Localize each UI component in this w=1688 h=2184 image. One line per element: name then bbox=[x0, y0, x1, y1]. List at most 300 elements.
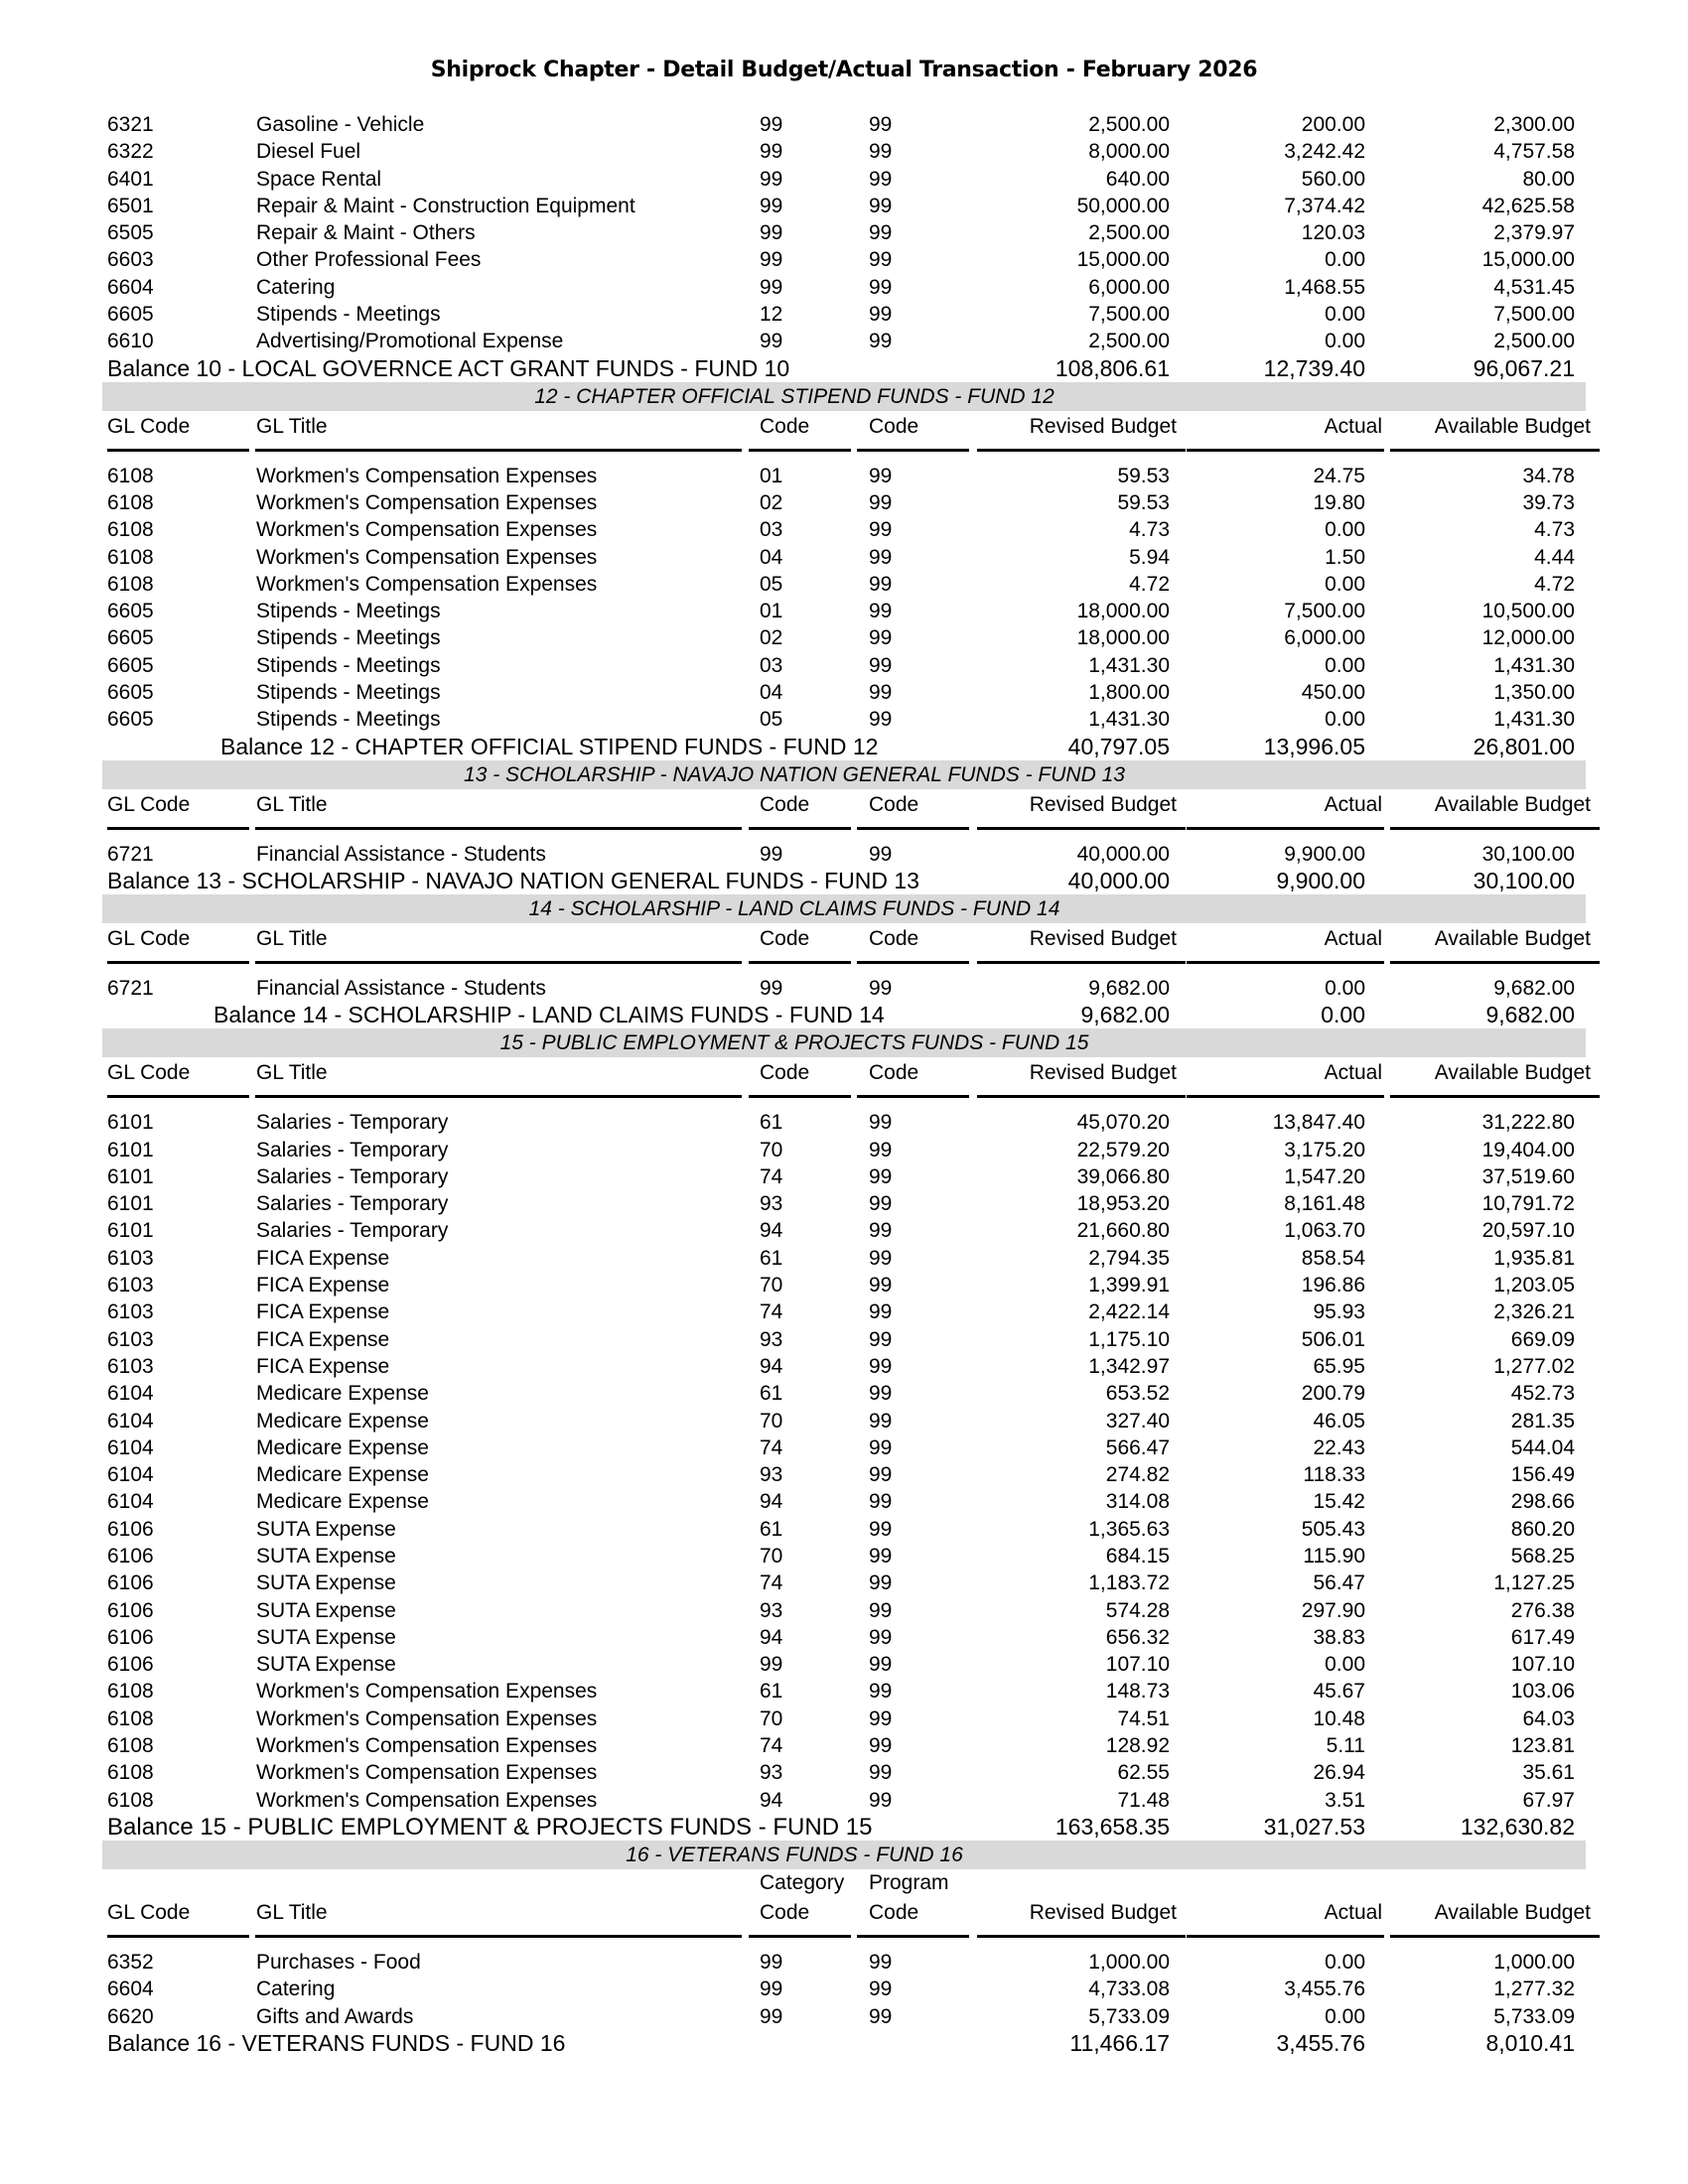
fund-header bbox=[102, 760, 1586, 789]
header-gl-code: GL Code bbox=[107, 1061, 191, 1085]
category-code: 93 bbox=[760, 1761, 783, 1785]
table-row bbox=[0, 1597, 1688, 1624]
fund-section-fund16 bbox=[0, 1841, 1688, 2060]
program-code: 99 bbox=[869, 1788, 893, 1812]
header-underline bbox=[1187, 827, 1384, 830]
category-code: 70 bbox=[760, 1409, 783, 1433]
category-code: 01 bbox=[760, 600, 783, 623]
available-budget: 35.61 bbox=[1522, 1761, 1575, 1785]
header-underline bbox=[255, 961, 742, 964]
actual: 22.43 bbox=[1313, 1435, 1365, 1459]
balance-available-budget: 30,100.00 bbox=[1473, 867, 1575, 893]
header-gl-title: GL Title bbox=[256, 926, 328, 950]
table-row bbox=[0, 1434, 1688, 1461]
table-row bbox=[0, 1570, 1688, 1596]
table-row bbox=[0, 463, 1688, 489]
program-code: 99 bbox=[869, 600, 893, 623]
available-budget: 7,500.00 bbox=[1493, 303, 1575, 327]
revised-budget: 71.48 bbox=[1117, 1788, 1170, 1812]
category-code: 70 bbox=[760, 1706, 783, 1730]
balance-row bbox=[0, 1814, 1688, 1841]
header-gl-title: GL Title bbox=[256, 792, 328, 816]
revised-budget: 640.00 bbox=[1105, 167, 1170, 191]
header-underline bbox=[255, 1935, 742, 1938]
gl-code: 6106 bbox=[107, 1517, 154, 1541]
revised-budget: 18,000.00 bbox=[1076, 600, 1170, 623]
actual: 95.93 bbox=[1313, 1300, 1365, 1324]
available-budget: 103.06 bbox=[1510, 1680, 1575, 1704]
category-code: 99 bbox=[760, 1950, 783, 1974]
table-row bbox=[0, 544, 1688, 571]
available-budget: 298.66 bbox=[1510, 1490, 1575, 1514]
gl-code: 6505 bbox=[107, 221, 154, 245]
spacer bbox=[0, 455, 1688, 463]
gl-title: Workmen's Compensation Expenses bbox=[256, 1680, 598, 1704]
gl-code: 6104 bbox=[107, 1382, 154, 1406]
revised-budget: 4,733.08 bbox=[1088, 1978, 1170, 2001]
header-underline bbox=[1390, 1935, 1600, 1938]
revised-budget: 1,000.00 bbox=[1088, 1950, 1170, 1974]
column-headers bbox=[0, 411, 1688, 455]
table-row bbox=[0, 1706, 1688, 1732]
spacer bbox=[0, 967, 1688, 975]
gl-title: Salaries - Temporary bbox=[256, 1111, 449, 1135]
fund-section-fund12 bbox=[0, 382, 1688, 760]
category-code: 99 bbox=[760, 167, 783, 191]
table-row bbox=[0, 1163, 1688, 1190]
revised-budget: 656.32 bbox=[1105, 1625, 1170, 1649]
available-budget: 568.25 bbox=[1510, 1544, 1575, 1568]
program-code: 99 bbox=[869, 1680, 893, 1704]
program-code: 99 bbox=[869, 1219, 893, 1243]
revised-budget: 22,579.20 bbox=[1076, 1138, 1170, 1161]
column-headers bbox=[0, 1869, 1688, 1941]
header-gl-title: GL Title bbox=[256, 1900, 328, 1924]
revised-budget: 15,000.00 bbox=[1076, 248, 1170, 272]
actual: 5.11 bbox=[1326, 1734, 1365, 1758]
column-headers bbox=[0, 789, 1688, 833]
header-underline bbox=[749, 1095, 851, 1098]
table-row bbox=[0, 1488, 1688, 1515]
available-budget: 42,625.58 bbox=[1481, 194, 1575, 217]
actual: 3,175.20 bbox=[1284, 1138, 1365, 1161]
actual: 505.43 bbox=[1301, 1517, 1365, 1541]
revised-budget: 50,000.00 bbox=[1076, 194, 1170, 217]
program-code: 99 bbox=[869, 626, 893, 650]
available-budget: 2,379.97 bbox=[1493, 221, 1575, 245]
header-underline bbox=[857, 449, 969, 452]
gl-code: 6605 bbox=[107, 600, 154, 623]
available-budget: 2,300.00 bbox=[1493, 113, 1575, 136]
program-code: 99 bbox=[869, 490, 893, 514]
actual: 200.00 bbox=[1301, 113, 1365, 136]
program-code: 99 bbox=[869, 976, 893, 1000]
gl-title: SUTA Expense bbox=[256, 1571, 396, 1595]
table-row bbox=[0, 246, 1688, 273]
available-budget: 19,404.00 bbox=[1481, 1138, 1575, 1161]
table-row bbox=[0, 219, 1688, 246]
header-program-code: Code bbox=[869, 414, 919, 438]
header-available-budget: Available Budget bbox=[1434, 1061, 1591, 1085]
balance-label: Balance 15 - PUBLIC EMPLOYMENT & PROJECTS FUNDS - FUND 15 bbox=[107, 1813, 873, 1841]
fund-section-fund13 bbox=[0, 760, 1688, 894]
category-code: 02 bbox=[760, 626, 783, 650]
gl-title: Workmen's Compensation Expenses bbox=[256, 490, 598, 514]
category-code: 94 bbox=[760, 1490, 783, 1514]
column-headers bbox=[0, 923, 1688, 967]
gl-code: 6108 bbox=[107, 572, 154, 596]
program-code: 99 bbox=[869, 708, 893, 732]
category-code: 61 bbox=[760, 1246, 783, 1270]
available-budget: 281.35 bbox=[1510, 1409, 1575, 1433]
gl-code: 6108 bbox=[107, 1761, 154, 1785]
gl-title: Financial Assistance - Students bbox=[256, 842, 546, 866]
revised-budget: 1,399.91 bbox=[1088, 1274, 1170, 1297]
balance-available-budget: 8,010.41 bbox=[1485, 2029, 1575, 2056]
gl-title: FICA Expense bbox=[256, 1327, 390, 1351]
header-category-code: Code bbox=[760, 792, 810, 816]
actual: 15.42 bbox=[1313, 1490, 1365, 1514]
table-row bbox=[0, 1732, 1688, 1759]
program-code: 99 bbox=[869, 1138, 893, 1161]
category-code: 02 bbox=[760, 490, 783, 514]
available-budget: 9,682.00 bbox=[1493, 976, 1575, 1000]
gl-code: 6610 bbox=[107, 330, 154, 353]
table-row bbox=[0, 328, 1688, 354]
table-row bbox=[0, 1137, 1688, 1163]
balance-revised-budget: 40,000.00 bbox=[1067, 867, 1170, 893]
program-code: 99 bbox=[869, 1409, 893, 1433]
gl-title: Space Rental bbox=[256, 167, 382, 191]
category-code: 99 bbox=[760, 140, 783, 164]
balance-label: Balance 14 - SCHOLARSHIP - LAND CLAIMS FUNDS - FUND 14 bbox=[213, 1002, 885, 1028]
gl-code: 6108 bbox=[107, 545, 154, 569]
actual: 506.01 bbox=[1301, 1327, 1365, 1351]
actual: 0.00 bbox=[1325, 248, 1365, 272]
gl-title: Stipends - Meetings bbox=[256, 653, 441, 677]
revised-budget: 74.51 bbox=[1117, 1706, 1170, 1730]
category-code: 99 bbox=[760, 842, 783, 866]
header-underline bbox=[107, 827, 249, 830]
gl-title: Medicare Expense bbox=[256, 1382, 429, 1406]
gl-code: 6103 bbox=[107, 1246, 154, 1270]
fund-header bbox=[102, 382, 1586, 411]
revised-budget: 59.53 bbox=[1117, 490, 1170, 514]
gl-title: Workmen's Compensation Expenses bbox=[256, 1706, 598, 1730]
gl-code: 6104 bbox=[107, 1409, 154, 1433]
gl-title: Repair & Maint - Construction Equipment bbox=[256, 194, 635, 217]
table-row bbox=[0, 624, 1688, 651]
category-code: 03 bbox=[760, 518, 783, 542]
budget-report bbox=[0, 111, 1688, 2060]
program-code: 99 bbox=[869, 113, 893, 136]
category-code: 04 bbox=[760, 545, 783, 569]
gl-title: Medicare Expense bbox=[256, 1463, 429, 1487]
available-budget: 34.78 bbox=[1522, 464, 1575, 487]
revised-budget: 1,431.30 bbox=[1088, 708, 1170, 732]
header-gl-code: GL Code bbox=[107, 792, 191, 816]
table-row bbox=[0, 975, 1688, 1002]
balance-available-budget: 26,801.00 bbox=[1473, 733, 1575, 759]
table-row bbox=[0, 1678, 1688, 1705]
header-underline bbox=[1390, 961, 1600, 964]
category-code: 70 bbox=[760, 1544, 783, 1568]
revised-budget: 40,000.00 bbox=[1076, 842, 1170, 866]
gl-code: 6605 bbox=[107, 681, 154, 705]
header-gl-code: GL Code bbox=[107, 414, 191, 438]
actual: 7,500.00 bbox=[1284, 600, 1365, 623]
balance-actual: 12,739.40 bbox=[1263, 354, 1365, 381]
revised-budget: 18,000.00 bbox=[1076, 626, 1170, 650]
header-underline bbox=[107, 1935, 249, 1938]
gl-code: 6104 bbox=[107, 1463, 154, 1487]
gl-title: Gasoline - Vehicle bbox=[256, 113, 425, 136]
actual: 1,547.20 bbox=[1284, 1164, 1365, 1188]
gl-title: SUTA Expense bbox=[256, 1625, 396, 1649]
table-row bbox=[0, 1298, 1688, 1325]
header-underline bbox=[1390, 449, 1600, 452]
revised-budget: 1,365.63 bbox=[1088, 1517, 1170, 1541]
category-code: 05 bbox=[760, 572, 783, 596]
gl-code: 6604 bbox=[107, 1978, 154, 2001]
actual: 7,374.42 bbox=[1284, 194, 1365, 217]
gl-code: 6106 bbox=[107, 1544, 154, 1568]
available-budget: 1,127.25 bbox=[1493, 1571, 1575, 1595]
gl-code: 6108 bbox=[107, 1788, 154, 1812]
header-actual: Actual bbox=[1324, 414, 1382, 438]
fund-header-label: 14 - SCHOLARSHIP - LAND CLAIMS FUNDS - FUND 14 bbox=[528, 896, 1060, 920]
gl-code: 6103 bbox=[107, 1300, 154, 1324]
balance-revised-budget: 108,806.61 bbox=[1055, 354, 1170, 381]
actual: 56.47 bbox=[1313, 1571, 1365, 1595]
available-budget: 10,500.00 bbox=[1481, 600, 1575, 623]
revised-budget: 1,800.00 bbox=[1088, 681, 1170, 705]
balance-actual: 31,027.53 bbox=[1263, 1813, 1365, 1840]
balance-row bbox=[0, 868, 1688, 894]
table-row bbox=[0, 1461, 1688, 1488]
table-row bbox=[0, 1272, 1688, 1298]
revised-budget: 45,070.20 bbox=[1076, 1111, 1170, 1135]
table-row bbox=[0, 1624, 1688, 1651]
gl-title: Medicare Expense bbox=[256, 1435, 429, 1459]
header-underline bbox=[1187, 1095, 1384, 1098]
gl-code: 6108 bbox=[107, 490, 154, 514]
table-row bbox=[0, 1109, 1688, 1136]
actual: 24.75 bbox=[1313, 464, 1365, 487]
revised-budget: 6,000.00 bbox=[1088, 275, 1170, 299]
header-underline bbox=[857, 827, 969, 830]
revised-budget: 1,431.30 bbox=[1088, 653, 1170, 677]
gl-code: 6605 bbox=[107, 303, 154, 327]
program-code: 99 bbox=[869, 303, 893, 327]
gl-title: Stipends - Meetings bbox=[256, 303, 441, 327]
actual: 8,161.48 bbox=[1284, 1192, 1365, 1216]
gl-code: 6101 bbox=[107, 1164, 154, 1188]
balance-row bbox=[0, 1002, 1688, 1028]
table-row bbox=[0, 489, 1688, 516]
balance-actual: 3,455.76 bbox=[1276, 2029, 1365, 2056]
header-gl-code: GL Code bbox=[107, 926, 191, 950]
table-row bbox=[0, 1651, 1688, 1678]
gl-code: 6101 bbox=[107, 1219, 154, 1243]
actual: 0.00 bbox=[1325, 2004, 1365, 2028]
actual: 38.83 bbox=[1313, 1625, 1365, 1649]
category-code: 04 bbox=[760, 681, 783, 705]
actual: 0.00 bbox=[1325, 1950, 1365, 1974]
balance-actual: 0.00 bbox=[1321, 1002, 1365, 1028]
header-underline bbox=[255, 449, 742, 452]
table-row bbox=[0, 1759, 1688, 1786]
available-budget: 67.97 bbox=[1522, 1788, 1575, 1812]
available-budget: 80.00 bbox=[1522, 167, 1575, 191]
category-code: 99 bbox=[760, 1978, 783, 2001]
table-row bbox=[0, 679, 1688, 706]
table-row bbox=[0, 301, 1688, 328]
available-budget: 30,100.00 bbox=[1481, 842, 1575, 866]
category-code: 99 bbox=[760, 2004, 783, 2028]
table-row bbox=[0, 166, 1688, 193]
header-revised-budget: Revised Budget bbox=[1029, 1061, 1177, 1085]
gl-title: Workmen's Compensation Expenses bbox=[256, 545, 598, 569]
program-code: 99 bbox=[869, 1354, 893, 1378]
revised-budget: 8,000.00 bbox=[1088, 140, 1170, 164]
revised-budget: 274.82 bbox=[1105, 1463, 1170, 1487]
program-code: 99 bbox=[869, 681, 893, 705]
gl-code: 6604 bbox=[107, 275, 154, 299]
actual: 19.80 bbox=[1313, 490, 1365, 514]
table-row bbox=[0, 1353, 1688, 1380]
gl-title: Financial Assistance - Students bbox=[256, 976, 546, 1000]
actual: 196.86 bbox=[1301, 1274, 1365, 1297]
available-budget: 39.73 bbox=[1522, 490, 1575, 514]
table-row bbox=[0, 1408, 1688, 1434]
available-budget: 1,000.00 bbox=[1493, 1950, 1575, 1974]
balance-label: Balance 16 - VETERANS FUNDS - FUND 16 bbox=[107, 2029, 566, 2056]
revised-budget: 1,183.72 bbox=[1088, 1571, 1170, 1595]
gl-title: FICA Expense bbox=[256, 1274, 390, 1297]
program-code: 99 bbox=[869, 1164, 893, 1188]
program-code: 99 bbox=[869, 1435, 893, 1459]
category-code: 12 bbox=[760, 303, 783, 327]
gl-code: 6352 bbox=[107, 1950, 154, 1974]
available-budget: 4,531.45 bbox=[1493, 275, 1575, 299]
program-code: 99 bbox=[869, 1111, 893, 1135]
actual: 26.94 bbox=[1313, 1761, 1365, 1785]
revised-budget: 21,660.80 bbox=[1076, 1219, 1170, 1243]
program-code: 99 bbox=[869, 167, 893, 191]
table-row bbox=[0, 1326, 1688, 1353]
category-code: 74 bbox=[760, 1164, 783, 1188]
category-code: 70 bbox=[760, 1138, 783, 1161]
available-budget: 860.20 bbox=[1510, 1517, 1575, 1541]
actual: 0.00 bbox=[1325, 518, 1365, 542]
program-code: 99 bbox=[869, 1761, 893, 1785]
fund-section-fund15 bbox=[0, 1028, 1688, 1841]
header-underline bbox=[857, 1935, 969, 1938]
balance-row bbox=[0, 734, 1688, 760]
gl-code: 6101 bbox=[107, 1192, 154, 1216]
available-budget: 4.72 bbox=[1534, 572, 1575, 596]
header-underline bbox=[255, 827, 742, 830]
available-budget: 1,431.30 bbox=[1493, 708, 1575, 732]
table-row bbox=[0, 1380, 1688, 1407]
header-underline bbox=[1390, 827, 1600, 830]
header-available-budget: Available Budget bbox=[1434, 792, 1591, 816]
gl-code: 6321 bbox=[107, 113, 154, 136]
gl-code: 6108 bbox=[107, 1706, 154, 1730]
header-available-budget: Available Budget bbox=[1434, 1900, 1591, 1924]
available-budget: 1,277.32 bbox=[1493, 1978, 1575, 2001]
category-code: 61 bbox=[760, 1382, 783, 1406]
category-code: 94 bbox=[760, 1625, 783, 1649]
gl-title: Workmen's Compensation Expenses bbox=[256, 1734, 598, 1758]
header-revised-budget: Revised Budget bbox=[1029, 926, 1177, 950]
balance-revised-budget: 40,797.05 bbox=[1067, 733, 1170, 759]
gl-code: 6106 bbox=[107, 1625, 154, 1649]
available-budget: 4.73 bbox=[1534, 518, 1575, 542]
table-row bbox=[0, 1190, 1688, 1217]
actual: 118.33 bbox=[1303, 1463, 1365, 1487]
actual: 200.79 bbox=[1301, 1382, 1365, 1406]
gl-title: Workmen's Compensation Expenses bbox=[256, 518, 598, 542]
header-underline bbox=[977, 827, 1186, 830]
gl-code: 6603 bbox=[107, 248, 154, 272]
revised-budget: 574.28 bbox=[1105, 1598, 1170, 1622]
gl-title: Catering bbox=[256, 275, 336, 299]
program-code: 99 bbox=[869, 1734, 893, 1758]
revised-budget: 327.40 bbox=[1105, 1409, 1170, 1433]
gl-code: 6620 bbox=[107, 2004, 154, 2028]
header-underline bbox=[977, 961, 1186, 964]
gl-code: 6106 bbox=[107, 1598, 154, 1622]
actual: 65.95 bbox=[1313, 1354, 1365, 1378]
gl-title: Stipends - Meetings bbox=[256, 681, 441, 705]
spacer bbox=[0, 1101, 1688, 1109]
available-budget: 669.09 bbox=[1510, 1327, 1575, 1351]
gl-title: Salaries - Temporary bbox=[256, 1164, 449, 1188]
table-row bbox=[0, 193, 1688, 219]
revised-budget: 684.15 bbox=[1105, 1544, 1170, 1568]
available-budget: 2,500.00 bbox=[1493, 330, 1575, 353]
table-row bbox=[0, 1976, 1688, 2002]
program-code: 99 bbox=[869, 248, 893, 272]
actual: 115.90 bbox=[1303, 1544, 1365, 1568]
actual: 46.05 bbox=[1313, 1409, 1365, 1433]
header-actual: Actual bbox=[1324, 1900, 1382, 1924]
category-code: 74 bbox=[760, 1435, 783, 1459]
actual: 0.00 bbox=[1325, 572, 1365, 596]
gl-code: 6501 bbox=[107, 194, 154, 217]
program-code: 99 bbox=[869, 1625, 893, 1649]
revised-budget: 9,682.00 bbox=[1088, 976, 1170, 1000]
gl-title: Salaries - Temporary bbox=[256, 1192, 449, 1216]
program-code: 99 bbox=[869, 1274, 893, 1297]
program-code: 99 bbox=[869, 653, 893, 677]
gl-code: 6104 bbox=[107, 1435, 154, 1459]
actual: 0.00 bbox=[1325, 708, 1365, 732]
header-program-top: Program bbox=[869, 1870, 949, 1894]
gl-title: Advertising/Promotional Expense bbox=[256, 330, 564, 353]
revised-budget: 2,422.14 bbox=[1088, 1300, 1170, 1324]
gl-code: 6401 bbox=[107, 167, 154, 191]
balance-revised-budget: 9,682.00 bbox=[1080, 1002, 1170, 1028]
program-code: 99 bbox=[869, 1490, 893, 1514]
gl-title: Gifts and Awards bbox=[256, 2004, 414, 2028]
revised-budget: 18,953.20 bbox=[1076, 1192, 1170, 1216]
program-code: 99 bbox=[869, 1463, 893, 1487]
fund-section-fund14 bbox=[0, 894, 1688, 1028]
fund-header-label: 15 - PUBLIC EMPLOYMENT & PROJECTS FUNDS - FUND 15 bbox=[499, 1031, 1089, 1055]
